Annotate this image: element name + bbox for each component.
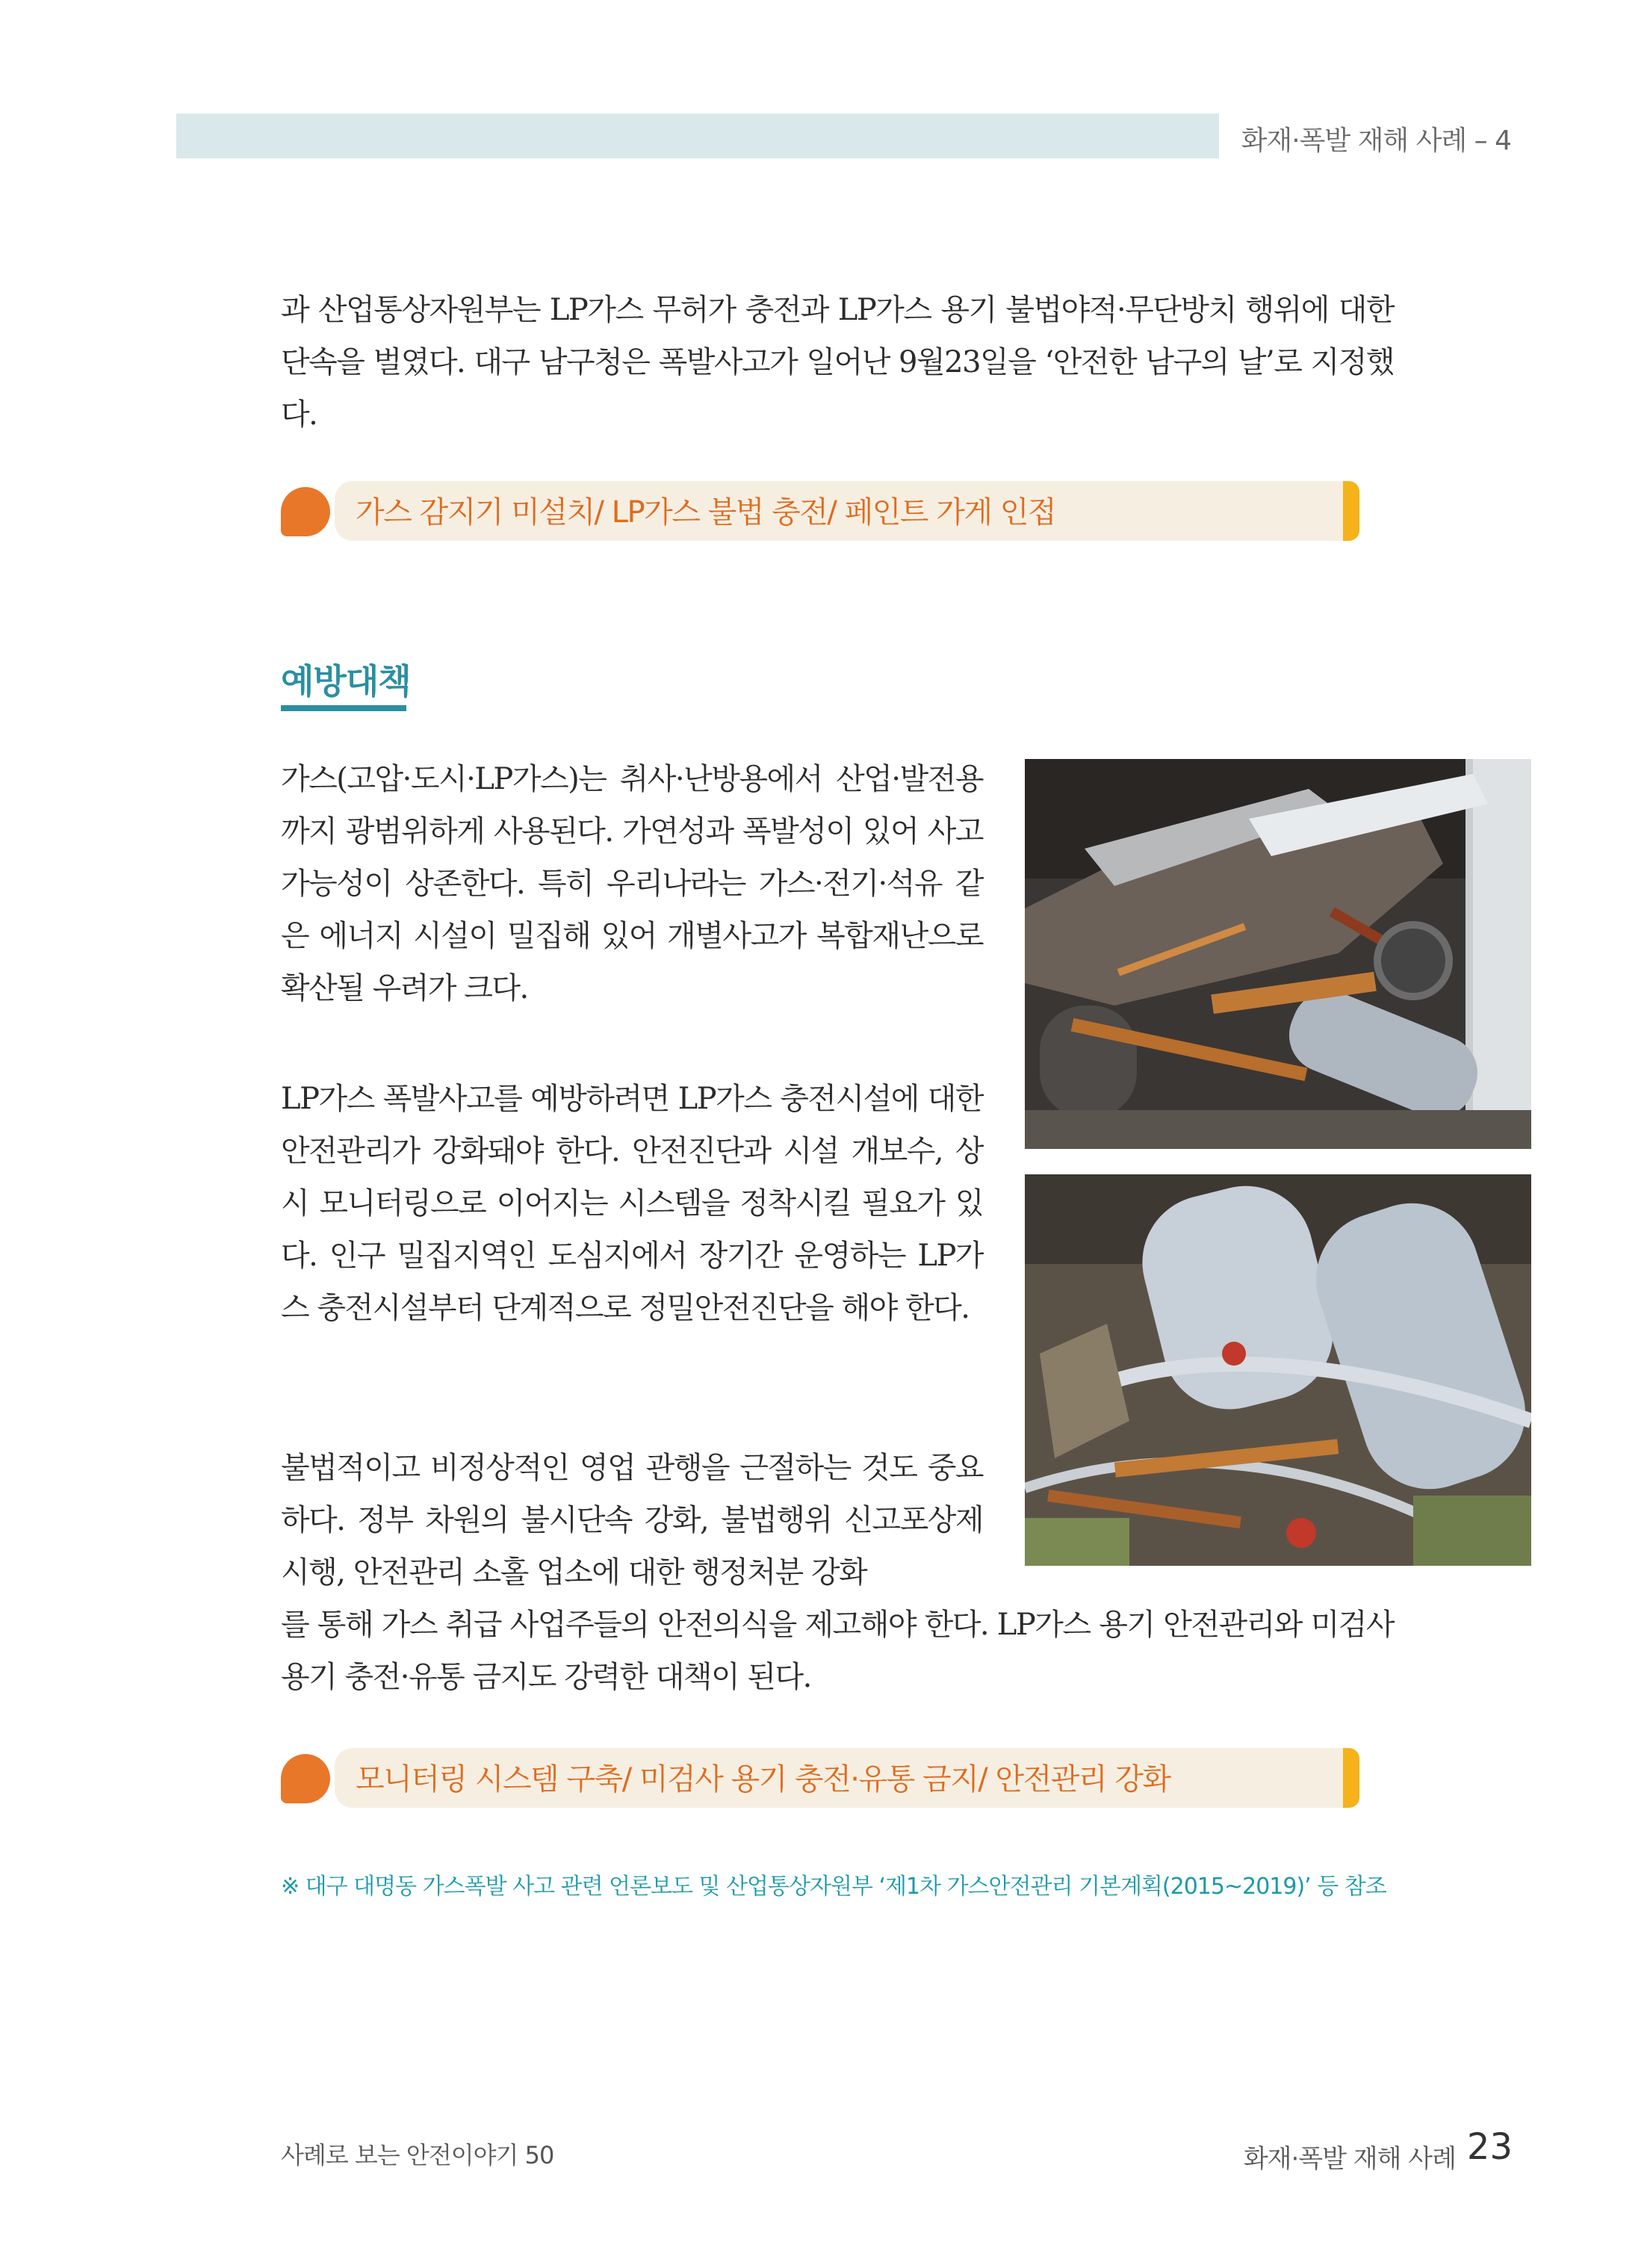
paragraph-2: LP가스 폭발사고를 예방하려면 LP가스 충전시설에 대한 안전관리가 강화돼야 한다. 안전진단과 시설 개보수, 상시 모니터링으로 이어지는 시스템을 정착시킬 필요가 있다. 인구 밀집지역인 도심지에서 장기간 운영하는 LP가스 충전시설부터 단계적으로 정밀안전진단을 해야 한다. <box>281 1082 983 1325</box>
footer-chapter: 화재·폭발 재해 사례 <box>1243 2144 1456 2174</box>
header-bar <box>176 114 1219 158</box>
keypoint-text: 모니터링 시스템 구축/ 미검사 용기 충전·유통 금지/ 안전관리 강화 <box>356 1762 1170 1797</box>
section-title-underline <box>281 705 406 711</box>
speech-bubble-icon <box>281 487 330 536</box>
page-number: 23 <box>1466 2126 1513 2168</box>
keypoint-text: 가스 감지기 미설치/ LP가스 불법 충전/ 페인트 가게 인접 <box>356 495 1056 530</box>
paragraph-1: 가스(고압·도시·LP가스)는 취사·난방용에서 산업·발전용까지 광범위하게 사용된다. 가연성과 폭발성이 있어 사고 가능성이 상존한다. 특히 우리나라는 가스·전기·석유 같은 에너지 시설이 밀집해 있어 개별사고가 복합재난으로 확산될 우려가 크다. <box>281 762 983 1006</box>
paragraph-3: 불법적이고 비정상적인 영업 관행을 근절하는 것도 중요하다. 정부 차원의 불시단속 강화, 불법행위 신고포상제 시행, 안전관리 소홀 업소에 대한 행정처분 강화 <box>281 1451 983 1590</box>
book-title: 사례로 보는 안전이야기 50 <box>281 2141 554 2169</box>
paragraph-3-continued: 를 통해 가스 취급 사업주들의 안전의식을 제고해야 한다. LP가스 용기 안전관리와 미검사 용기 충전·유통 금지도 강력한 대책이 된다. <box>281 1608 1394 1694</box>
keypoint-cap <box>1343 1748 1359 1808</box>
debris-image <box>1025 759 1531 1149</box>
speech-bubble-icon <box>281 1754 330 1803</box>
explosion-debris-photo <box>1025 759 1531 1149</box>
chapter-label: 화재·폭발 재해 사례 – 4 <box>1241 126 1511 156</box>
cylinders-image <box>1025 1174 1531 1566</box>
section-title: 예방대책 <box>281 661 411 701</box>
intro-paragraph: 과 산업통상자원부는 LP가스 무허가 충전과 LP가스 용기 불법야적·무단방치 행위에 대한 단속을 벌였다. 대구 남구청은 폭발사고가 일어난 9월23일을 ‘안전한 남구의 날’로 지정했다. <box>281 293 1394 432</box>
keypoint-banner-2 <box>281 1748 1359 1812</box>
keypoint-cap <box>1343 481 1359 541</box>
source-note: ※ 대구 대명동 가스폭발 사고 관련 언론보도 및 산업통상자원부 ‘제1차 가스안전관리 기본계획(2015~2019)’ 등 참조 <box>281 1874 1386 1900</box>
gas-cylinders-photo <box>1025 1174 1531 1566</box>
keypoint-banner-1 <box>281 481 1359 545</box>
